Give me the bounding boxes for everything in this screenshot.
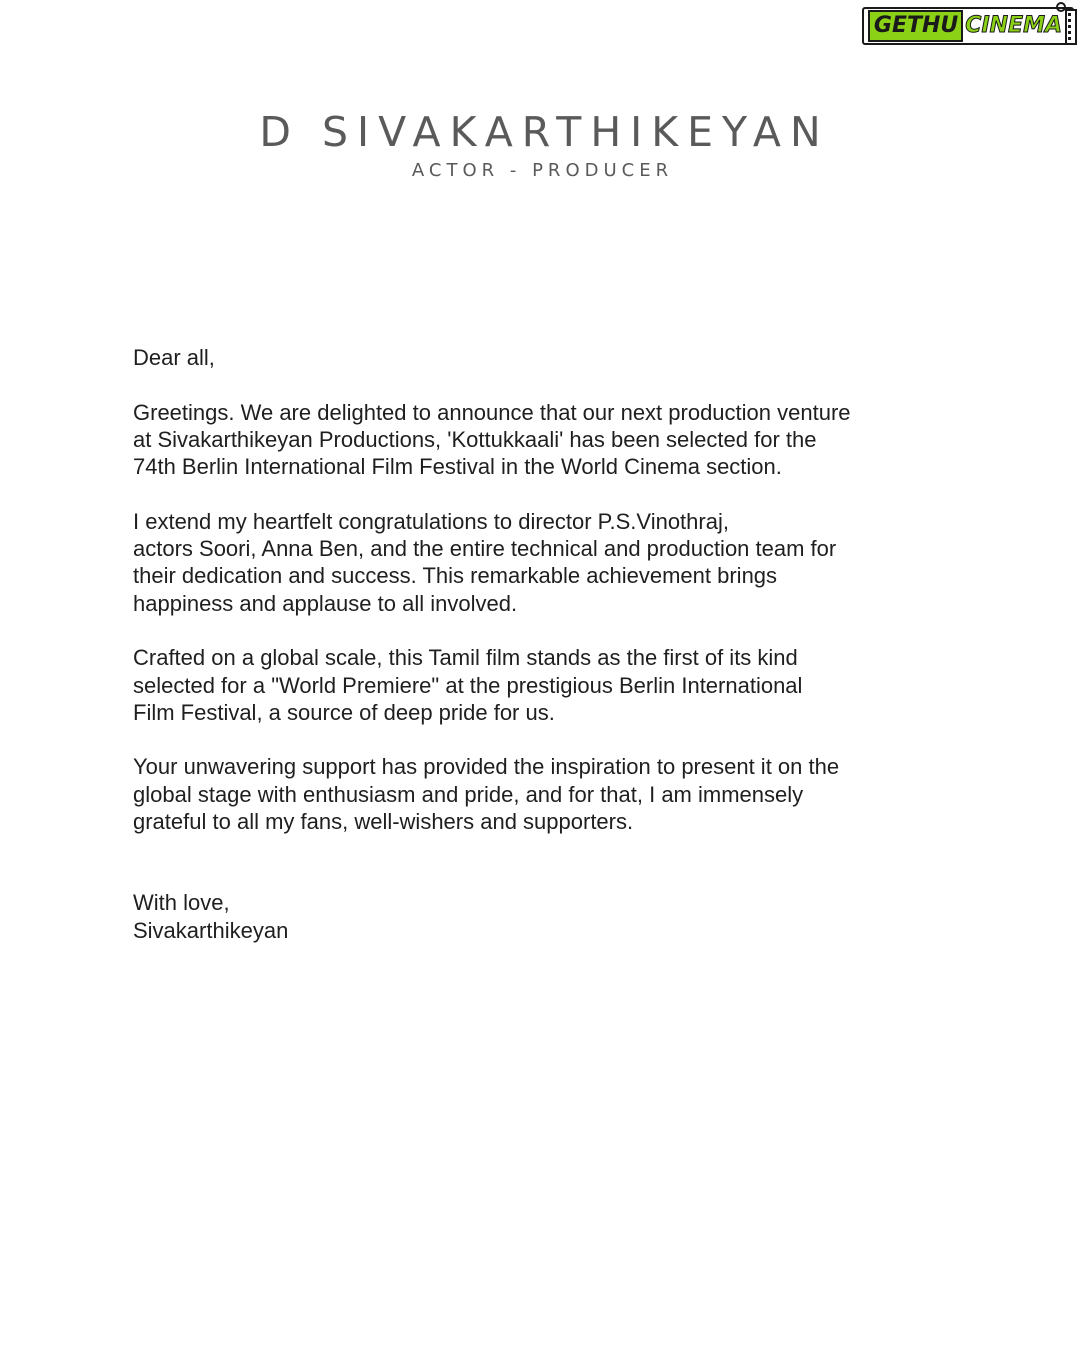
- watermark-logo: [862, 7, 1074, 45]
- paragraph-line: Greetings. We are delighted to announce that our next production venture: [133, 399, 851, 425]
- paragraph-line: 74th Berlin International Film Festival in the World Cinema section.: [133, 454, 782, 480]
- paragraph-world-premiere: [133, 644, 963, 726]
- paragraph-line: global stage with enthusiasm and pride, and for that, I am immensely: [133, 781, 804, 807]
- paragraph-line: selected for a "World Premiere" at the prestigious Berlin International: [133, 672, 803, 698]
- film-camera-icon: [1052, 0, 1078, 46]
- letterhead-role: ACTOR - PRODUCER: [411, 160, 674, 181]
- paragraph-gratitude: [133, 753, 963, 835]
- signature: Sivakarthikeyan: [133, 917, 289, 943]
- watermark-text-gethu: GETHU: [868, 10, 963, 42]
- paragraph-line: Crafted on a global scale, this Tamil film stands as the first of its kind: [133, 645, 798, 671]
- letter-body: [133, 344, 963, 944]
- sign-off: [133, 889, 963, 944]
- paragraph-line: happiness and applause to all involved.: [133, 590, 518, 616]
- paragraph-line: at Sivakarthikeyan Productions, 'Kottukkaali' has been selected for the: [133, 426, 817, 452]
- watermark-text-cinema: CINEMA: [965, 13, 1062, 38]
- salutation: Dear all,: [133, 345, 215, 370]
- paragraph-line: I extend my heartfelt congratulations to director P.S.Vinothraj,: [133, 508, 729, 534]
- letterhead: [0, 106, 1080, 181]
- paragraph-congratulations: [133, 508, 963, 617]
- paragraph-announcement: [133, 399, 963, 481]
- paragraph-line: their dedication and success. This remarkable achievement brings: [133, 563, 778, 589]
- closing: With love,: [133, 890, 230, 916]
- letterhead-name: D SIVAKARTHIKEYAN: [259, 108, 830, 156]
- paragraph-line: grateful to all my fans, well-wishers and supporters.: [133, 809, 634, 835]
- paragraph-line: Your unwavering support has provided the inspiration to present it on the: [133, 754, 840, 780]
- paragraph-line: actors Soori, Anna Ben, and the entire technical and production team for: [133, 536, 837, 562]
- gethu-cinema-watermark: [862, 6, 1074, 46]
- paragraph-line: Film Festival, a source of deep pride for us.: [133, 699, 555, 725]
